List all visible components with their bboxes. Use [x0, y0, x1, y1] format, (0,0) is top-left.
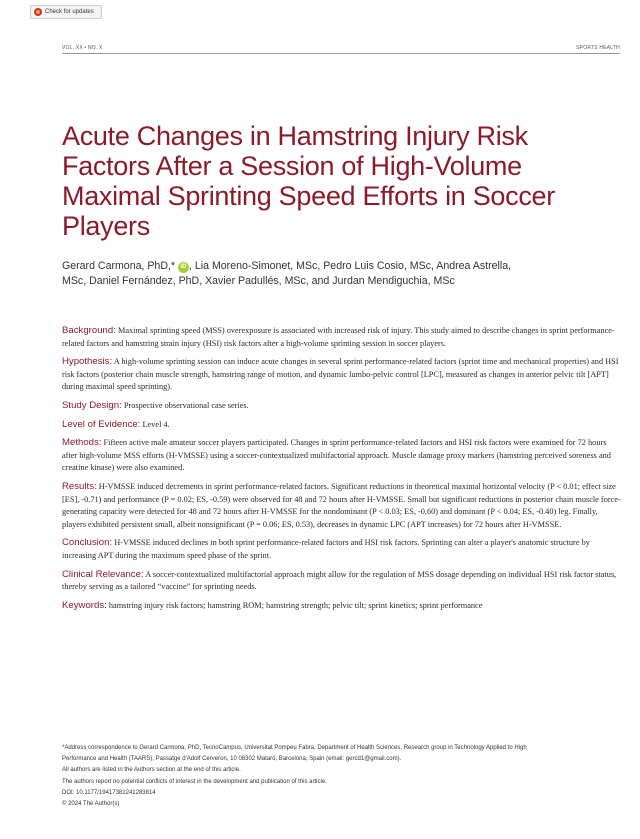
- section-text: hamstring injury risk factors; hamstring ROM; hamstring strength; pelvic tilt; sprint kinetics; sprint performance: [108, 600, 483, 610]
- section-text: H-VMSSE induced decrements in sprint performance-related factors. Significant reductions in theoretical maximal horizontal velocity (P < 0.01; effect size [ES], -0.71) and performance (P = 0.02; ES, -0.59) were observed for 48 and 72 hours after H-VMSSE. Small but significant reductions in posterior chain muscle force-generating capacity were detected for 48 and 72 hours after H-VMSSE for the nondominant (P < 0.03; ES, -0.60) and dominant (P < 0.04; ES, -0.40) leg. Finally, players exhibited persistent small, albeit nonsignificant (P = 0.06; ES, 0.53), decreases in dynamic LPC (APT increases) for 72 hours after H-VMSSE.: [62, 481, 621, 529]
- first-author: Gerard Carmona, PhD,*: [62, 260, 176, 272]
- abstract-hypothesis: [62, 356, 622, 394]
- abstract-results: [62, 481, 622, 531]
- check-for-updates-badge[interactable]: [30, 5, 102, 19]
- author-list: [62, 259, 532, 289]
- section-text: A high-volume sprinting session can induce acute changes in several sprint performance-related factors (sprint time and mechanical properties) and HSI risk factors (posterior chain muscle strength, hamstring range of motion, and dynamic lumbo-pelvic control [LPC], measured as changes in anterior pelvic tilt [APT] during maximal speed sprinting).: [62, 357, 619, 392]
- article-title: Acute Changes in Hamstring Injury Risk Factors After a Session of High-Volume Maximal Sprinting Speed Efforts in Soccer Players: [62, 121, 555, 241]
- running-head: [62, 45, 620, 51]
- section-heading: Conclusion:: [62, 537, 113, 549]
- section-text: Prospective observational case series.: [123, 400, 249, 410]
- section-text: Level 4.: [142, 419, 170, 429]
- running-head-volume: VOL. XX • NO. X: [62, 45, 103, 51]
- footnotes: [62, 743, 627, 810]
- orcid-icon[interactable]: iD: [178, 262, 189, 273]
- abstract-keywords: [62, 600, 622, 613]
- section-heading: Level of Evidence:: [62, 418, 141, 430]
- correspondence-note: *Address correspondence to Gerard Carmona, PhD, TecnoCampus, Universitat Pompeu Fabra, Department of Health Sciences, Research group in Technology Applied to High: [62, 745, 527, 751]
- section-heading: Clinical Relevance:: [62, 568, 144, 580]
- abstract-background: [62, 325, 622, 350]
- abstract-clinical-relevance: [62, 569, 622, 594]
- section-heading: Study Design:: [62, 399, 122, 411]
- correspondence-note-cont: Performance and Health (TAARS), Passatge d'Adolf Cerveron, 10 08302 Mataró, Barcelona, Spain (email: gercd1@gmail.com).: [62, 756, 402, 763]
- crossmark-icon: [34, 8, 42, 16]
- section-text: Fifteen active male amateur soccer players participated. Changes in sprint performance-related factors and HSI risk factors were examined for 72 hours after high-volume MSS efforts (H-VMSSE) using a soccer-contextualized multifactorial approach. Muscle damage proxy markers (hamstring perceived soreness and creatine kinase) were also examined.: [62, 438, 611, 473]
- section-text: A soccer-contextualized multifactorial approach might allow for the regulation of MSS dosage depending on individual HSI risk factor status, thereby serving as a tailored “vaccine” for sprinting needs.: [62, 569, 617, 592]
- running-head-journal: SPORTS HEALTH: [576, 45, 620, 51]
- abstract: [62, 325, 622, 618]
- header-divider: [62, 53, 620, 54]
- abstract-study-design: [62, 400, 622, 413]
- abstract-conclusion: [62, 537, 622, 562]
- section-heading: Hypothesis:: [62, 356, 113, 368]
- abstract-methods: [62, 437, 622, 475]
- section-text: H-VMSSE induced declines in both sprint performance-related factors and HSI risk factors. Sprinting can alter a player's anatomic structure by increasing APT during the maximum speed phase of the sprint.: [62, 538, 590, 560]
- section-heading: Results:: [62, 480, 97, 492]
- other-authors: , Lia Moreno-Simonet, MSc, Pedro Luis Cosio, MSc, Andrea Astrella, MSc, Daniel Fernández, PhD, Xavier Padullés, MSc, and Jurdan Mendiguchia, MSc: [62, 260, 512, 287]
- doi[interactable]: DOI: 10.1177/19417381241283814: [62, 789, 156, 796]
- authors-note: All authors are listed in the Authors section at the end of this article.: [62, 767, 241, 774]
- section-heading: Keywords:: [62, 599, 107, 611]
- section-heading: Background:: [62, 325, 116, 336]
- section-text: Maximal sprinting speed (MSS) overexposure is associated with increased risk of injury. This study aimed to describe changes in sprint performance-related factors and hamstring strain injury (HSI) risk factors after a high-volume sprinting session in soccer players.: [62, 326, 615, 348]
- copyright: © 2024 The Author(s): [62, 801, 120, 808]
- check-for-updates-label: Check for updates: [45, 9, 94, 15]
- conflict-note: The authors report no potential conflicts of interest in the development and publication of this article.: [62, 778, 327, 785]
- abstract-level-of-evidence: [62, 419, 622, 432]
- section-heading: Methods:: [62, 437, 102, 449]
